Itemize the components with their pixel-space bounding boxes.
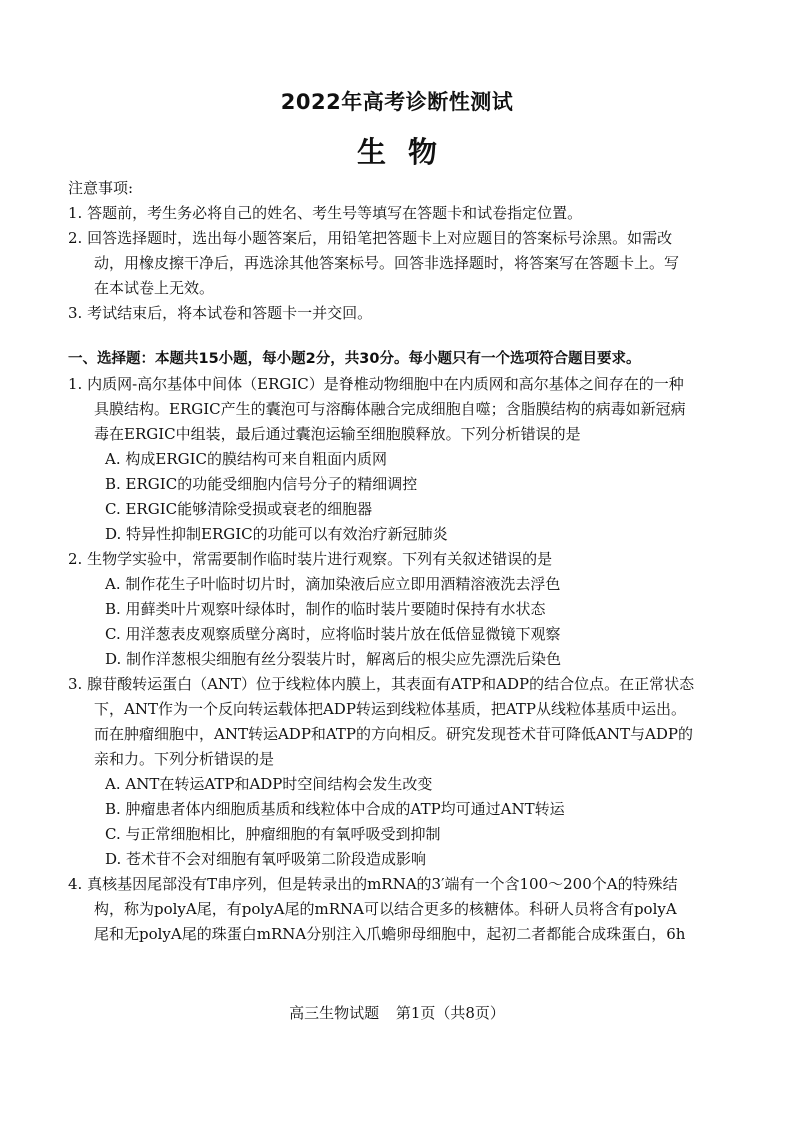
question-stem: 2. 生物学实验中，常需要制作临时装片进行观察。下列有关叙述错误的是 xyxy=(68,550,553,568)
question-stem-continued: 尾和无polyA尾的珠蛋白mRNA分别注入爪蟾卵母细胞中，起初二者都能合成珠蛋白，6h xyxy=(94,925,686,943)
answer-option: B. 用藓类叶片观察叶绿体时，制作的临时装片要随时保持有水状态 xyxy=(105,600,546,618)
notice-item-continued: 动，用橡皮擦干净后，再选涂其他答案标号。回答非选择题时，将答案写在答题卡上。写 xyxy=(94,254,680,272)
question-stem-continued: 亲和力。下列分析错误的是 xyxy=(94,750,275,768)
question-stem-continued: 下，ANT作为一个反向转运载体把ADP转运到线粒体基质，把ATP从线粒体基质中运出。 xyxy=(94,700,687,718)
answer-option: B. 肿瘤患者体内细胞质基质和线粒体中合成的ATP均可通过ANT转运 xyxy=(105,800,565,818)
answer-option: C. 用洋葱表皮观察质壁分离时，应将临时装片放在低倍显微镜下观察 xyxy=(105,625,561,643)
question-stem: 1. 内质网-高尔基体中间体（ERGIC）是脊椎动物细胞中在内质网和高尔基体之间存在的一种 xyxy=(68,375,684,393)
question-stem-continued: 而在肿瘤细胞中，ANT转运ADP和ATP的方向相反。研究发现苍术苷可降低ANT与ADP的 xyxy=(94,725,693,743)
page-footer: 高三生物试题 第1页（共8页） xyxy=(289,1004,505,1022)
subject-title: 生物 xyxy=(356,135,459,169)
spacer xyxy=(68,326,726,347)
answer-option: A. 制作花生子叶临时切片时，滴加染液后应立即用酒精溶液洗去浮色 xyxy=(105,575,561,593)
answer-option: C. 与正常细胞相比，肿瘤细胞的有氧呼吸受到抑制 xyxy=(105,825,441,843)
exam-title: 2022年高考诊断性测试 xyxy=(280,90,514,114)
answer-option: D. 特异性抑制ERGIC的功能可以有效治疗新冠肺炎 xyxy=(105,525,448,543)
question-stem: 4. 真核基因尾部没有T串序列，但是转录出的mRNA的3′端有一个含100～200个A的特殊结 xyxy=(68,875,678,893)
notice-item: 2. 回答选择题时，选出每小题答案后，用铅笔把答题卡上对应题目的答案标号涂黑。如需改 xyxy=(68,229,673,247)
answer-option: B. ERGIC的功能受细胞内信号分子的精细调控 xyxy=(105,475,418,493)
answer-option: A. ANT在转运ATP和ADP时空间结构会发生改变 xyxy=(105,775,433,793)
section-heading: 一、选择题：本题共15小题，每小题2分，共30分。每小题只有一个选项符合题目要求。 xyxy=(68,351,641,367)
notice-item: 3. 考试结束后，将本试卷和答题卡一并交回。 xyxy=(68,304,373,322)
question-stem-continued: 构，称为polyA尾，有polyA尾的mRNA可以结合更多的核糖体。科研人员将含有polyA xyxy=(94,900,677,918)
question-stem-continued: 具膜结构。ERGIC产生的囊泡可与溶酶体融合完成细胞自噬；含脂膜结构的病毒如新冠病 xyxy=(94,400,686,418)
notice-item-continued: 在本试卷上无效。 xyxy=(94,279,215,297)
question-stem: 3. 腺苷酸转运蛋白（ANT）位于线粒体内膜上，其表面有ATP和ADP的结合位点。在正常状态 xyxy=(68,675,695,693)
exam-content xyxy=(68,176,726,947)
answer-option: D. 制作洋葱根尖细胞有丝分裂装片时，解离后的根尖应先漂洗后染色 xyxy=(105,650,562,668)
notice-heading: 注意事项: xyxy=(68,179,134,197)
question-stem-continued: 毒在ERGIC中组装，最后通过囊泡运输至细胞膜释放。下列分析错误的是 xyxy=(94,425,581,443)
answer-option: D. 苍术苷不会对细胞有氧呼吸第二阶段造成影响 xyxy=(105,850,427,868)
notice-item: 1. 答题前，考生务必将自己的姓名、考生号等填写在答题卡和试卷指定位置。 xyxy=(68,204,583,222)
answer-option: C. ERGIC能够清除受损或衰老的细胞器 xyxy=(105,500,373,518)
answer-option: A. 构成ERGIC的膜结构可来自粗面内质网 xyxy=(105,450,387,468)
